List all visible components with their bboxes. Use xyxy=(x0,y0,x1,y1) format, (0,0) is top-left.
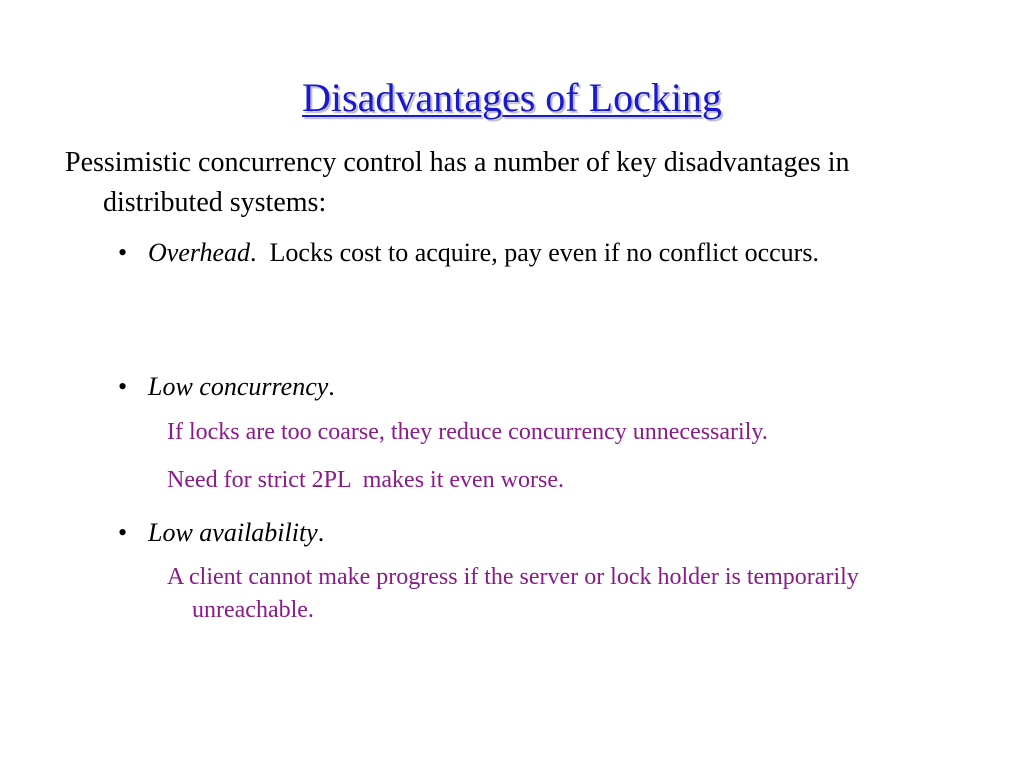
bullet-body xyxy=(148,514,888,552)
intro-paragraph: Pessimistic concurrency control has a number of key disadvantages in distributed systems: xyxy=(65,147,850,218)
bullet-symbol: • xyxy=(118,238,128,267)
subpoint-coarse-locks: If locks are too coarse, they reduce concurrency unnecessarily. xyxy=(167,419,768,445)
bullet-body xyxy=(148,234,888,272)
subpoint-unreachable: A client cannot make progress if the server or lock holder is temporarily unreachable. xyxy=(167,564,859,623)
bullet-term-punct: . xyxy=(317,518,325,547)
bullet-term: Low concurrency xyxy=(148,372,329,401)
bullet-body xyxy=(148,368,888,406)
subpoint-strict-2pl: Need for strict 2PL makes it even worse. xyxy=(167,467,564,493)
slide-title: Disadvantages of Locking xyxy=(302,75,722,120)
bullet-term-punct: . xyxy=(328,372,335,401)
bullet-symbol: • xyxy=(118,372,128,401)
bullet-term: Overhead xyxy=(148,238,251,267)
bullet-term: Low availability xyxy=(148,518,318,547)
bullet-symbol: • xyxy=(118,518,128,547)
bullet-text: Locks cost to acquire, pay even if no conflict occurs. xyxy=(256,238,819,267)
bullet-term-punct: . xyxy=(250,238,257,267)
